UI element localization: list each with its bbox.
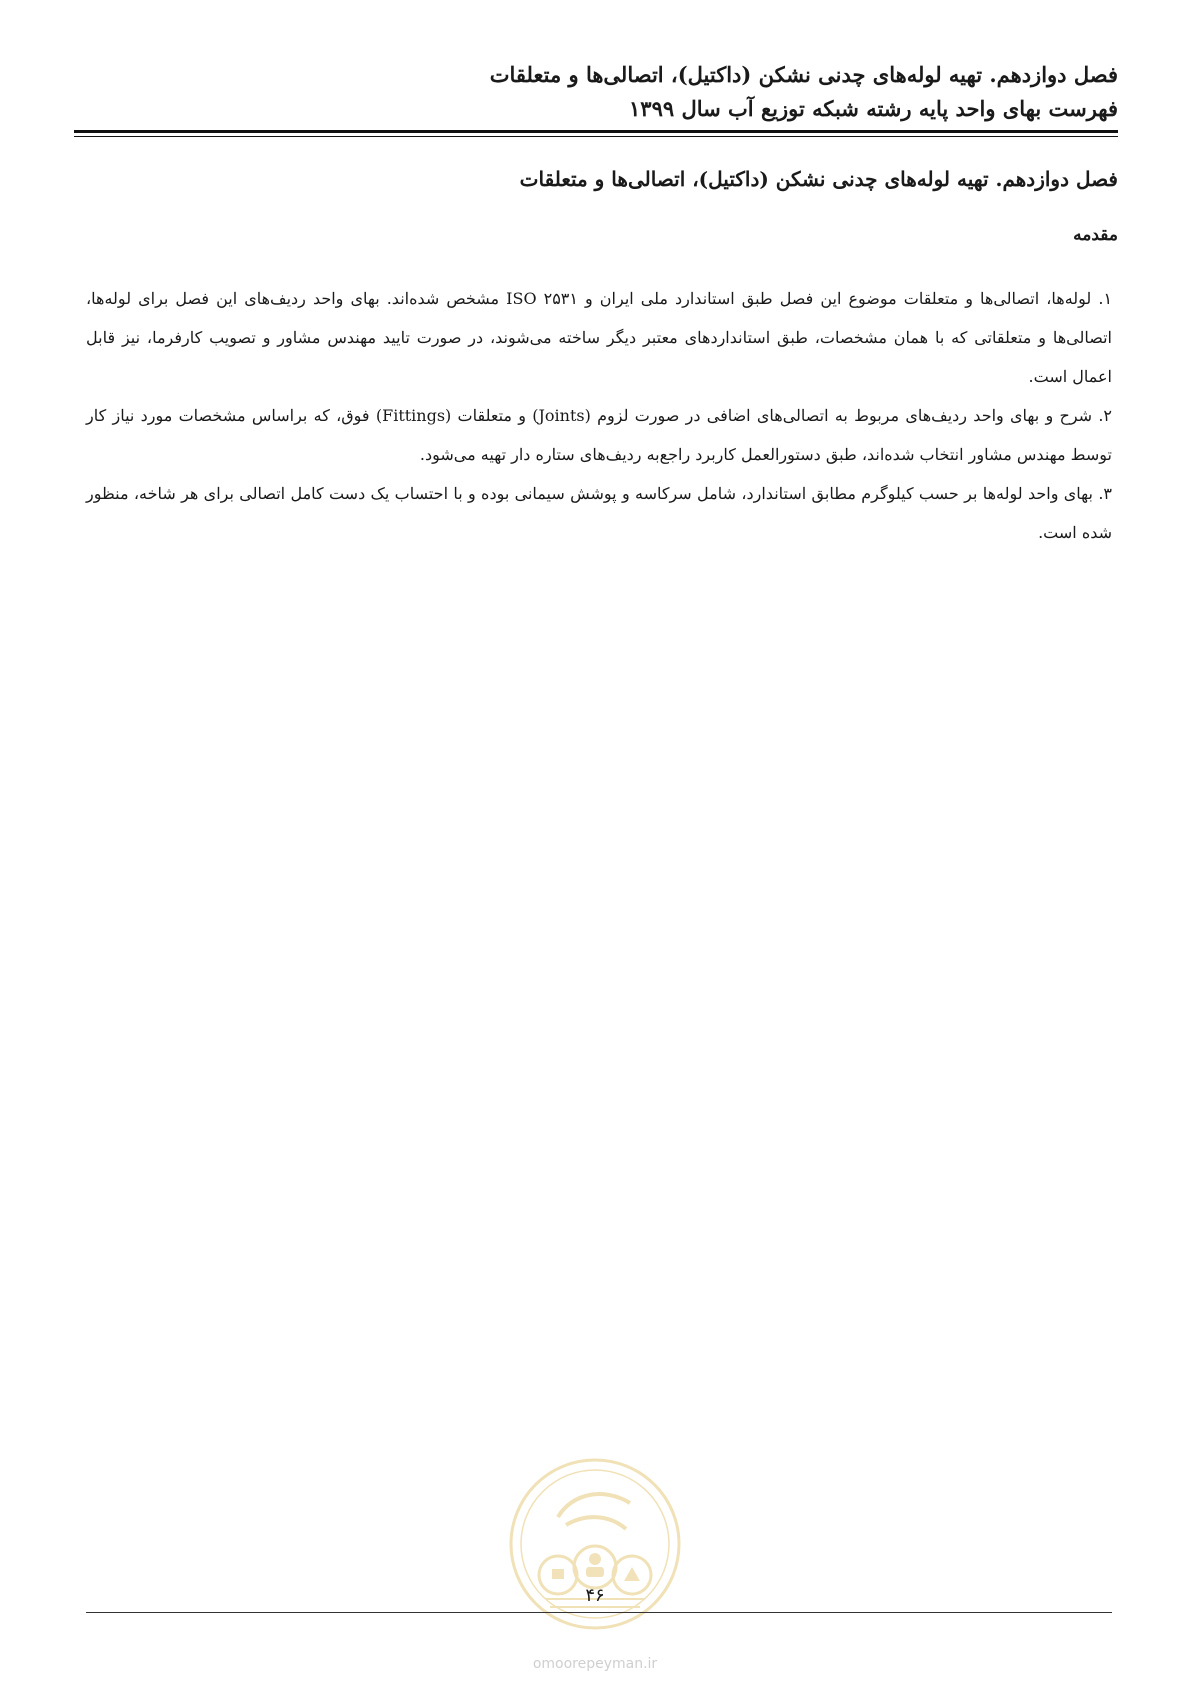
header-rule-thin	[74, 136, 1118, 137]
body-text	[86, 279, 1112, 552]
watermark-site-caption: omoorepeyman.ir	[532, 1656, 658, 1672]
footer-rule	[86, 1612, 1112, 1613]
header-rule-thick	[74, 130, 1118, 133]
paragraph: ۱. لوله‌ها، اتصالی‌ها و متعلقات موضوع این فصل طبق استاندارد ملی ایران و ISO ۲۵۳۱ مشخص شده‌اند. بهای واحد ردیف‌های این فصل برای لوله‌ها، اتصالی‌ها و متعلقاتی که با همان مشخصات، طبق استانداردهای معتبر دیگر ساخته می‌شوند، در صورت تایید مهندس مشاور و تصویب کارفرما، نیز قابل اعمال است.	[86, 289, 1113, 386]
chapter-title: فصل دوازدهم. تهیه لوله‌های چدنی نشکن (داکتیل)، اتصالی‌ها و متعلقات	[519, 167, 1118, 191]
running-header-chapter: فصل دوازدهم. تهیه لوله‌های چدنی نشکن (داکتیل)، اتصالی‌ها و متعلقات	[489, 62, 1118, 87]
running-header	[74, 58, 1118, 126]
paragraph: ۳. بهای واحد لوله‌ها بر حسب کیلوگرم مطابق استاندارد، شامل سرکاسه و پوشش سیمانی بوده و با احتساب یک دست کامل اتصالی برای هر شاخه، منظور شده است.	[86, 484, 1113, 542]
running-header-document: فهرست بهای واحد پایه رشته شبکه توزیع آب سال ۱۳۹۹	[629, 96, 1118, 121]
paragraph: ۲. شرح و بهای واحد ردیف‌های مربوط به اتصالی‌های اضافی در صورت لزوم (Joints) و متعلقات (Fittings) فوق، که براساس مشخصات مورد نیاز کار توسط مهندس مشاور انتخاب شده‌اند، طبق دستورالعمل کاربرد راجع‌به ردیف‌های ستاره دار تهیه می‌شود.	[86, 406, 1113, 464]
section-heading: مقدمه	[1073, 225, 1118, 245]
page-number: ۴۶	[585, 1585, 605, 1606]
